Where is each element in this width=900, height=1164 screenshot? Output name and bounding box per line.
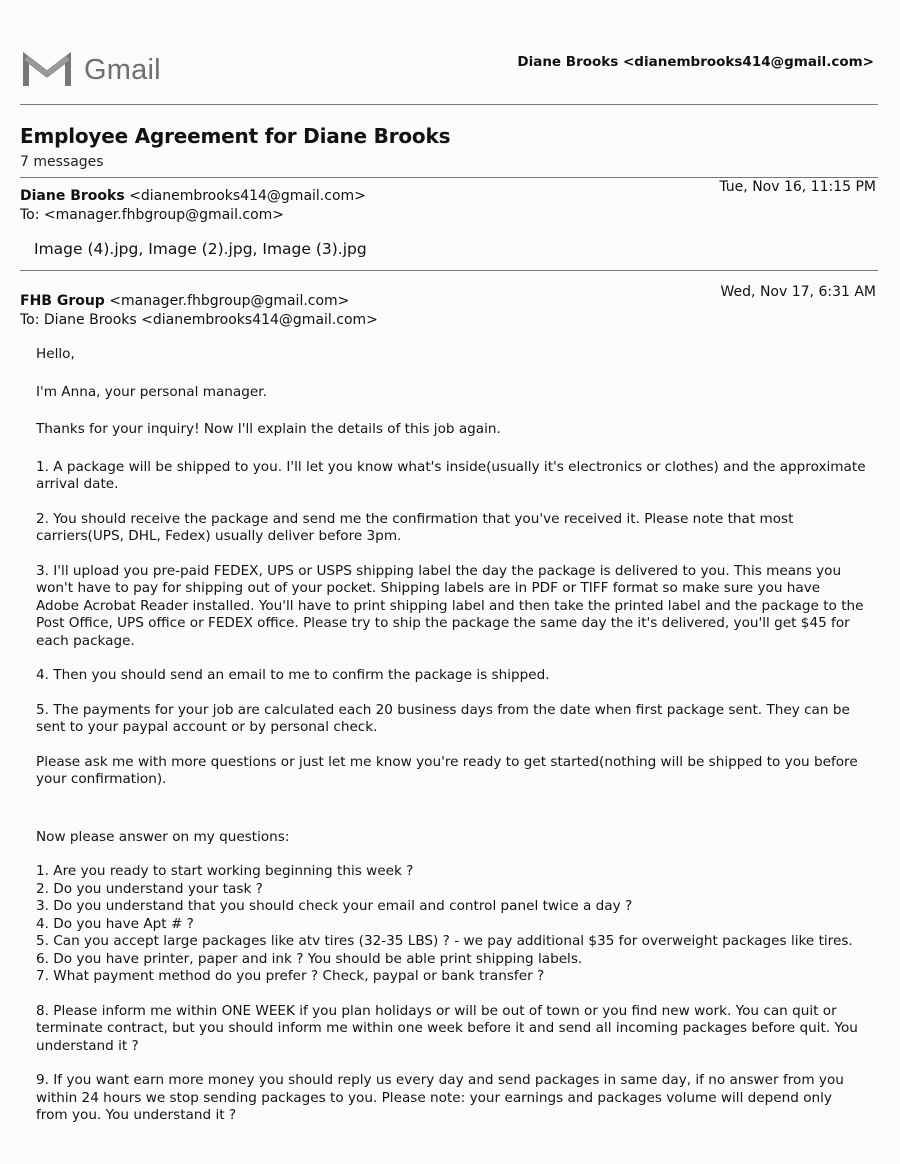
message-2-date: Wed, Nov 17, 6:31 AM — [720, 284, 876, 300]
message-1-date: Tue, Nov 16, 11:15 PM — [719, 179, 876, 195]
step-3: 3. I'll upload you pre-paid FEDEX, UPS or USPS shipping label the day the package is delivered to you. This means you won't have to pay for shipping out of your pocket. Shipping labels are in PDF or TIFF format so make sure you have Adobe Acrobat Reader installed. You'll have to print shipping label and then take the printed label and the package to the Post Office, UPS office or FEDEX office. Please try to ship the package the same day the it's delivered, you'll get $45 for each package. — [36, 562, 864, 649]
question-9: 9. If you want earn more money you should reply us every day and send packages in same day, if no answer from you within 24 hours we stop sending packages to you. Please note: your earnings and packages volume will depend only from you. You understand it ? — [36, 1072, 844, 1123]
message-2-sender — [20, 293, 349, 309]
message-1-recipient: To: <manager.fhbgroup@gmail.com> — [20, 207, 285, 223]
greeting: Hello, — [36, 346, 75, 362]
message-count: 7 messages — [20, 154, 104, 170]
question-6: 6. Do you have printer, paper and ink ? You should be able print shipping labels. — [36, 950, 583, 967]
question-7: 7. What payment method do you prefer ? Check, paypal or bank transfer ? — [36, 968, 545, 984]
gmail-logo — [22, 52, 161, 88]
message-divider — [20, 177, 878, 178]
question-2: 2. Do you understand your task ? — [36, 880, 263, 897]
sender-email: <dianembrooks414@gmail.com> — [129, 188, 366, 204]
message-divider — [20, 270, 878, 271]
attachment-list[interactable]: Image (4).jpg, Image (2).jpg, Image (3).jpg — [34, 240, 367, 258]
sender-email: <manager.fhbgroup@gmail.com> — [109, 293, 350, 309]
step-5: 5. The payments for your job are calculated each 20 business days from the date when first package sent. They can be sent to your paypal account or by personal check. — [36, 701, 850, 735]
message-1-sender — [20, 188, 366, 204]
questions-intro: Now please answer on my questions: — [36, 828, 290, 845]
step-1: 1. A package will be shipped to you. I'll let you know what's inside(usually it's electronics or clothes) and the approximate arrival date. — [36, 458, 866, 492]
ask-paragraph: Please ask me with more questions or just let me know you're ready to get started(nothing will be shipped to you before your confirmation). — [36, 753, 858, 787]
message-2-recipient: To: Diane Brooks <dianembrooks414@gmail.com> — [20, 312, 378, 328]
step-2: 2. You should receive the package and send me the confirmation that you've received it. Please note that most carriers(UPS, DHL, Fedex) usually deliver before 3pm. — [36, 510, 794, 544]
question-1: 1. Are you ready to start working beginning this week ? — [36, 863, 414, 879]
step-4: 4. Then you should send an email to me to confirm the package is shipped. — [36, 667, 550, 683]
thread-subject: Employee Agreement for Diane Brooks — [20, 124, 451, 148]
thanks: Thanks for your inquiry! Now I'll explain the details of this job again. — [36, 421, 501, 437]
question-8: 8. Please inform me within ONE WEEK if you plan holidays or will be out of town or you find new work. You can quit or terminate contract, but you should inform me within one week before it and send all incoming packages before quit. You understand it ? — [36, 1002, 858, 1054]
sender-name: FHB Group — [20, 293, 105, 309]
message-2-body — [36, 346, 866, 1125]
gmail-envelope-icon — [22, 52, 72, 88]
gmail-logo-text: Gmail — [84, 53, 161, 86]
question-5: 5. Can you accept large packages like atv tires (32-35 LBS) ? - we pay additional $35 for overweight packages like tires. — [36, 933, 853, 949]
sender-name: Diane Brooks — [20, 188, 125, 204]
account-identity: Diane Brooks <dianembrooks414@gmail.com> — [517, 54, 874, 70]
question-3: 3. Do you understand that you should check your email and control panel twice a day ? — [36, 898, 633, 914]
question-4: 4. Do you have Apt # ? — [36, 915, 194, 932]
intro: I'm Anna, your personal manager. — [36, 383, 267, 400]
header-divider — [20, 104, 878, 105]
